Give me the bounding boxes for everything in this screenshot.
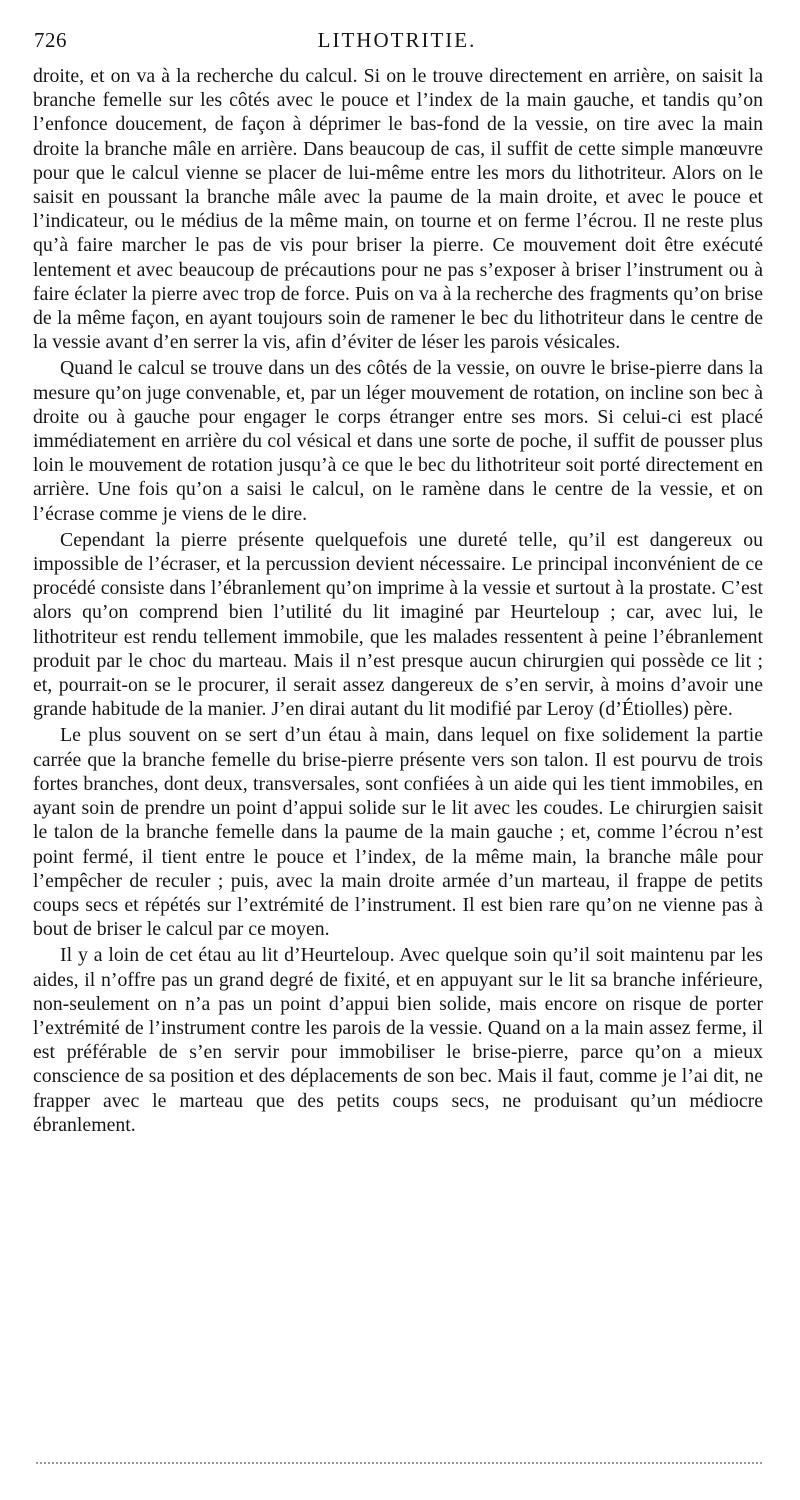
body-text (33, 64, 763, 1137)
paragraph: Le plus souvent on se sert d’un étau à main, dans lequel on fixe solidement la partie carrée que la branche femelle du brise-pierre présente vers son talon. Il est pourvu de trois fortes branches, dont deux, transversales, sont confiées à un aide qui les tient immobiles, en ayant soin de prendre un point d’appui solide sur le lit avec les coudes. Le chirurgien saisit le talon de la branche femelle dans la paume de la main gauche ; et, comme l’écrou n’est point fermé, il tient entre le pouce et l’index, de la même main, la branche mâle pour l’empêcher de reculer ; puis, avec la main droite armée d’un marteau, il frappe de petits coups secs et répétés sur l’extrémité de l’instrument. Il est bien rare qu’on ne vienne pas à bout de briser le calcul par ce moyen. (33, 724, 763, 941)
paragraph-continuation: droite, et on va à la recherche du calcul. Si on le trouve directement en arrière, on saisit la branche femelle sur les côtés avec le pouce et l’index de la main gauche, et tandis qu’on l’enfonce doucement, de façon à déprimer le bas-fond de la vessie, on tire avec la main droite la branche mâle en arrière. Dans beaucoup de cas, il suffit de cette simple manœuvre pour que le calcul vienne se placer de lui-même entre les mors du lithotriteur. Alors on le saisit en poussant la branche mâle avec la paume de la main droite, et avec le pouce et l’indicateur, ou le médius de la même main, on tourne et on ferme l’écrou. Il ne reste plus qu’à faire marcher le pas de vis pour briser la pierre. Ce mouvement doit être exécuté lentement et avec beaucoup de précautions pour ne pas s’exposer à briser l’instrument ou à faire éclater la pierre avec trop de force. Puis on va à la recherche des fragments qu’on brise de la même façon, en ayant toujours soin de ramener le bec du lithotriteur dans le centre de la vessie avant d’en serrer la vis, afin d’éviter de léser les parois vésicales. (33, 65, 763, 354)
paragraph: Cependant la pierre présente quelquefois une dureté telle, qu’il est dangereux ou impossible de l’écraser, et la percussion devient nécessaire. Le principal inconvénient de ce procédé consiste dans l’ébranlement qu’on imprime à la vessie et surtout à la prostate. C’est alors qu’on comprend bien l’utilité du lit imaginé par Heurteloup ; car, avec lui, le lithotriteur est rendu tellement immobile, que les malades ressentent à peine l’ébranlement produit par le choc du marteau. Mais il n’est presque aucun chirurgien qui possède ce lit ; et, pourrait-on se le procurer, il serait assez dangereux de s’en servir, à moins d’avoir une grande habitude de la manier. J’en dirai autant du lit modifié par Leroy (d’Étiolles) père. (33, 528, 763, 721)
paragraph: Il y a loin de cet étau au lit d’Heurteloup. Avec quelque soin qu’il soit maintenu par les aides, il n’offre pas un grand degré de fixité, et en appuyant sur le lit sa branche inférieure, non-seulement on n’a pas un point d’appui bien solide, mais encore on risque de porter l’extrémité de l’instrument contre les parois de la vessie. Quand on a la main assez ferme, il est préférable de s’en servir pour immobiliser le brise-pierre, parce qu’on a mieux conscience de sa position et des déplacements de son bec. Mais il faut, comme je l’ai dit, ne frapper avec le marteau que des petits coups secs, ne produisant qu’un médiocre ébranlement. (33, 944, 763, 1136)
footer-rule (36, 1462, 762, 1464)
paragraph: Quand le calcul se trouve dans un des côtés de la vessie, on ouvre le brise-pierre dans la mesure qu’on juge convenable, et, par un léger mouvement de rotation, on incline son bec à droite ou à gauche pour engager le corps étranger entre ses mors. Si celui-ci est placé immédiatement en arrière du col vésical et dans une sorte de poche, il suffit de pousser plus loin le mouvement de rotation jusqu’à ce que le bec du lithotriteur soit porté directement en arrière. Une fois qu’on a saisi le calcul, on le ramène dans le centre de la vessie, et on l’écrase comme je viens de le dire. (33, 357, 763, 525)
page-number: 726 (34, 28, 67, 52)
running-title: LITHOTRITIE. (317, 28, 477, 52)
running-head (34, 28, 760, 58)
